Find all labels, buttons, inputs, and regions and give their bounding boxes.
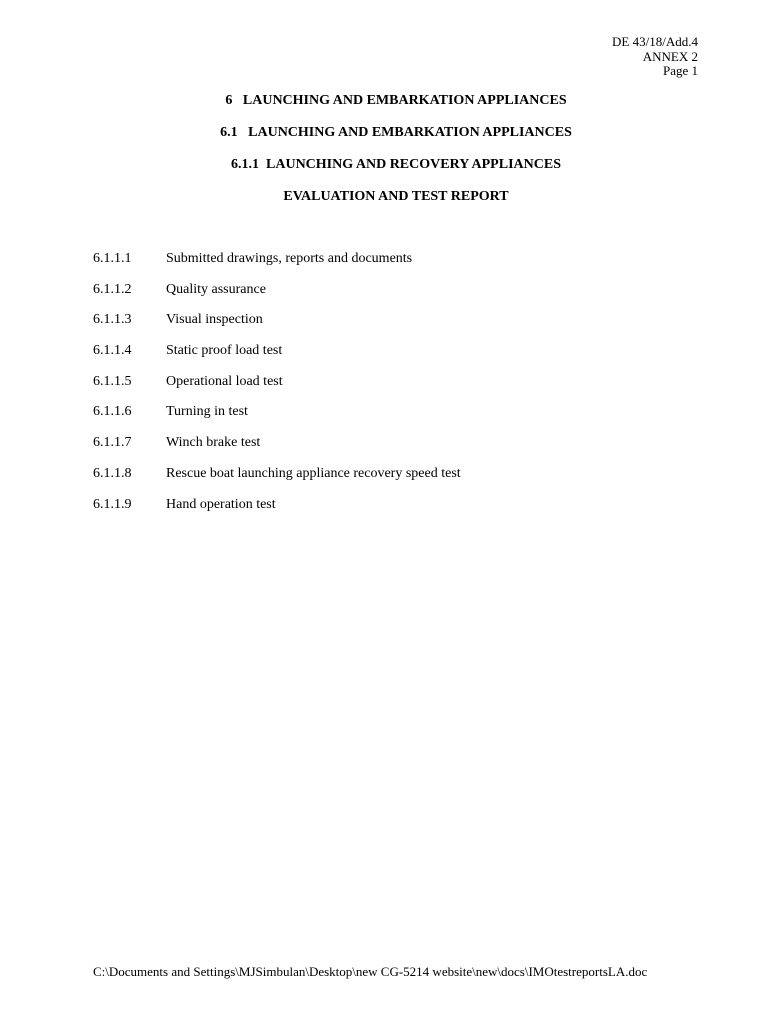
- list-item: [93, 282, 461, 313]
- list-item: [93, 466, 461, 497]
- section-number: 6.1.1.9: [93, 496, 132, 512]
- list-item: [93, 404, 461, 435]
- page-number: Page 1: [662, 63, 698, 78]
- section-title: Quality assurance: [166, 281, 266, 297]
- list-item: [93, 251, 461, 282]
- list-item: [93, 343, 461, 374]
- report-title: EVALUATION AND TEST REPORT: [283, 189, 509, 204]
- section-title: Hand operation test: [166, 496, 276, 512]
- section-number: 6.1.1.7: [93, 435, 132, 451]
- section-number: 6.1.1.3: [93, 312, 132, 328]
- section-number: 6.1.1.6: [93, 404, 132, 420]
- section-title: Static proof load test: [166, 343, 283, 359]
- section-number: 6.1.1.5: [93, 373, 132, 389]
- document-number: DE 43/18/Add.4: [612, 34, 698, 49]
- annex-label: ANNEX 2: [642, 48, 698, 64]
- list-item: [93, 374, 461, 405]
- section-number: 6.1.1.1: [93, 251, 132, 266]
- section-title: Operational load test: [166, 373, 283, 389]
- chapter-heading: 6 LAUNCHING AND EMBARKATION APPLIANCES: [225, 93, 567, 108]
- section-number: 6.1.1.2: [93, 281, 132, 297]
- heading-block: [0, 93, 768, 221]
- list-item: [93, 497, 461, 528]
- section-title: Turning in test: [166, 404, 248, 420]
- section-list: [93, 251, 461, 527]
- list-item: [93, 435, 461, 466]
- section-number: 6.1.1.4: [93, 343, 132, 359]
- section-title: Rescue boat launching appliance recovery speed test: [166, 465, 461, 481]
- section-title: Visual inspection: [166, 312, 263, 328]
- document-reference-block: [612, 35, 698, 79]
- list-item: [93, 312, 461, 343]
- section-title: Winch brake test: [166, 435, 261, 451]
- file-path-footer: C:\Documents and Settings\MJSimbulan\Desktop\new CG-5214 website\new\docs\IMOtestreportsLA.doc: [93, 964, 648, 979]
- section-title: Submitted drawings, reports and documents: [166, 251, 413, 266]
- subsection-heading: 6.1.1 LAUNCHING AND RECOVERY APPLIANCES: [231, 157, 561, 172]
- section-number: 6.1.1.8: [93, 465, 132, 481]
- section-heading: 6.1 LAUNCHING AND EMBARKATION APPLIANCES: [220, 125, 572, 140]
